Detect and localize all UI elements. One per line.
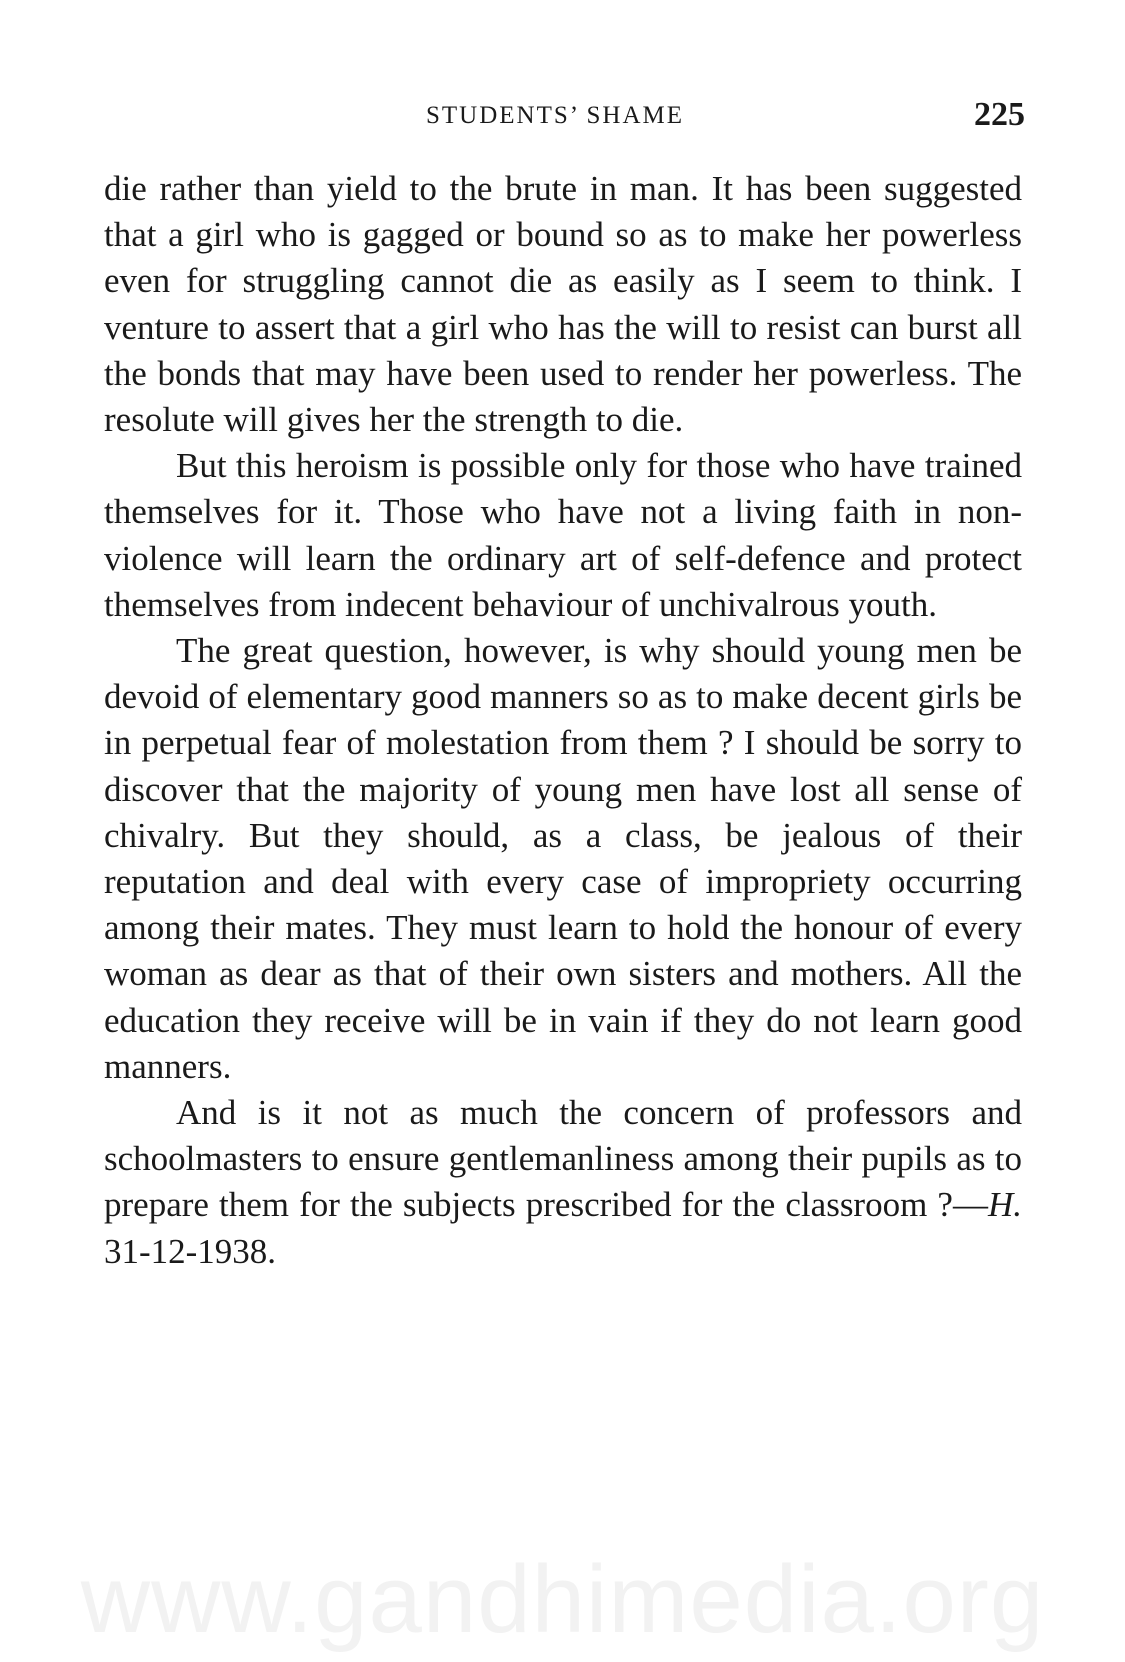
running-header: [0, 96, 1125, 136]
watermark: www.gandhimedia.org: [80, 1546, 1045, 1653]
paragraph-4: [104, 1090, 1022, 1275]
body-text: [104, 166, 1022, 1275]
paragraph-3: The great question, however, is why should young men be devoid of elementary good manners so as to make decent girls be in perpetual fear of molestation from them ? I should be sorry to discover that the majority of young men have lost all sense of chivalry. But they should, as a class, be jealous of their reputation and deal with every case of impropriety occurring among their mates. They must learn to hold the honour of every woman as dear as that of their own sisters and mothers. All the education they receive will be in vain if they do not learn good manners.: [104, 631, 1022, 1086]
running-title: STUDENTS’ SHAME: [426, 102, 685, 129]
page-number: 225: [974, 96, 1025, 133]
source-reference: H.: [987, 1185, 1022, 1225]
paragraph-2: But this heroism is possible only for those who have trained themselves for it. Those who have not a living faith in non-violence will learn the ordinary art of self-defence and protect themselves from indecent behaviour of unchivalrous youth.: [104, 446, 1022, 624]
source-date: 31-12-1938.: [104, 1231, 277, 1271]
paragraph-4-text: And is it not as much the concern of professors and schoolmasters to ensure gentlemanliness among their pupils as to prepare them for the subjects prescribed for the classroom ?—: [104, 1093, 1022, 1225]
paragraph-1: die rather than yield to the brute in man. It has been suggested that a girl who is gagged or bound so as to make her powerless even for struggling cannot die as easily as I seem to think. I venture to assert that a girl who has the will to resist can burst all the bonds that may have been used to render her powerless. The resolute will gives her the strength to die.: [104, 169, 1022, 440]
